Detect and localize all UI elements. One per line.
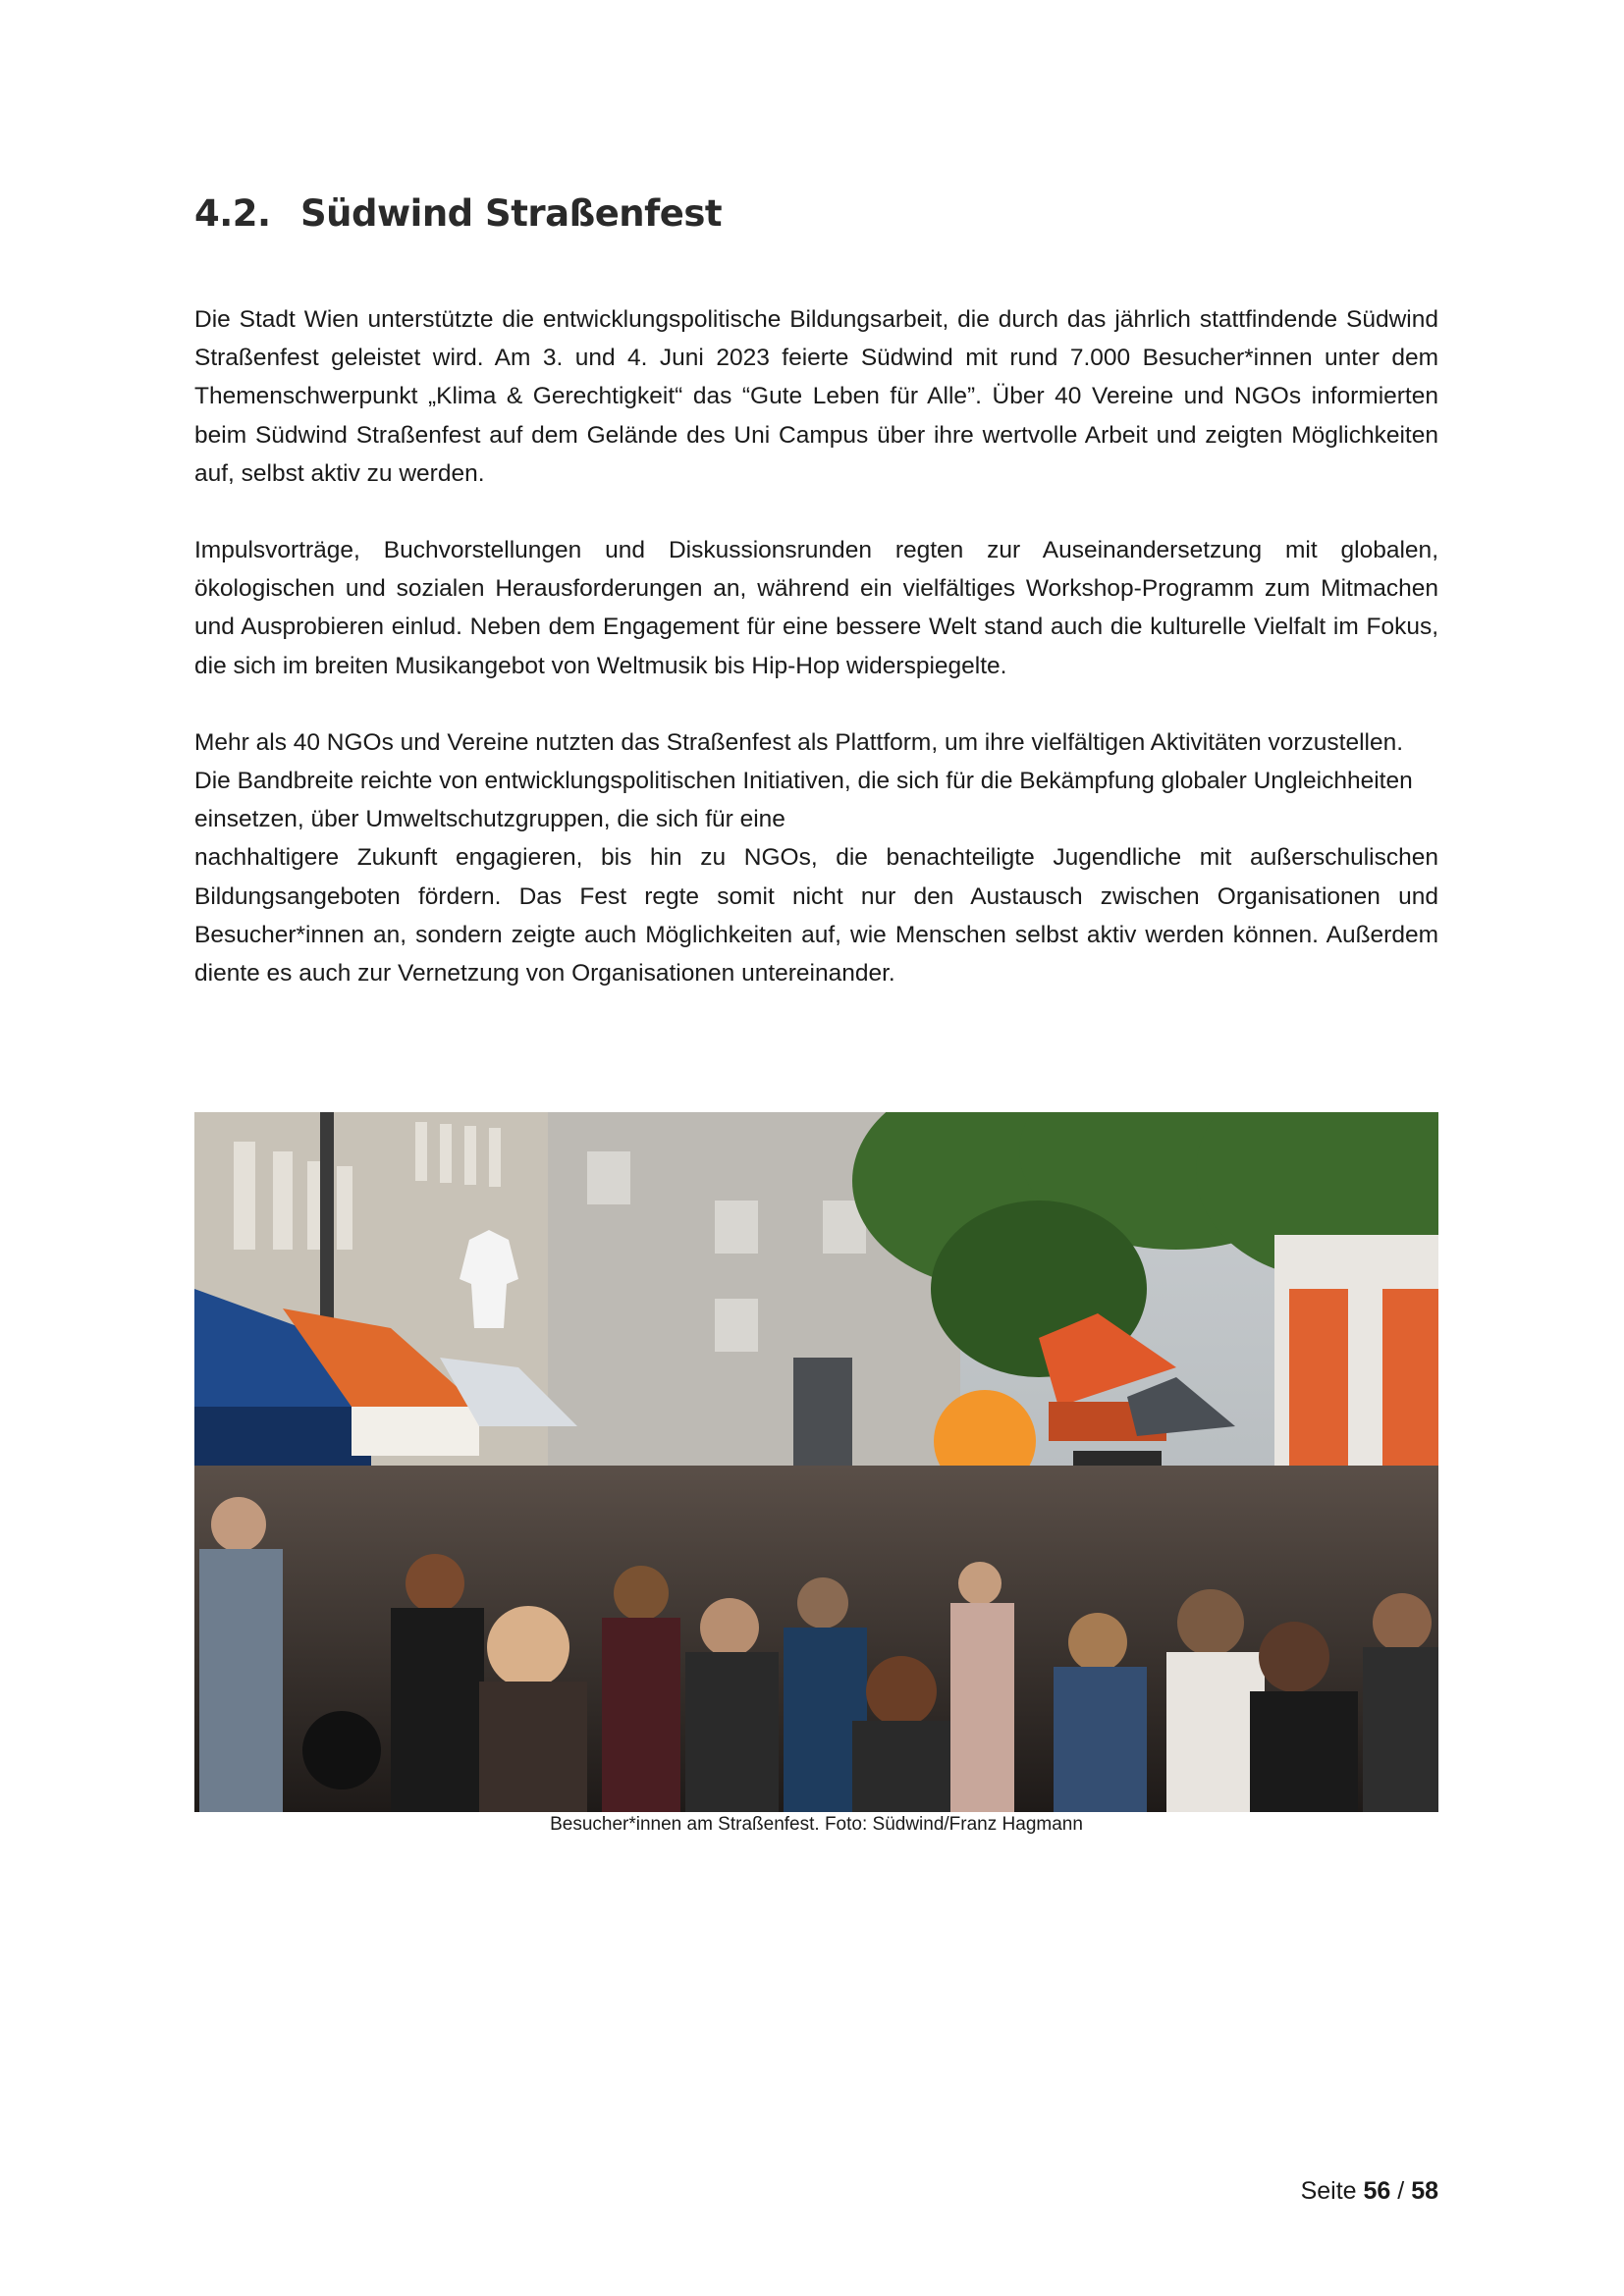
paragraph-2: Impulsvorträge, Buchvorstellungen und Diskussionsrunden regten zur Auseinandersetzung mit globalen, ökologischen und sozialen Herausforderungen an, während ein vielfältiges Workshop-Programm zum Mitmachen und Ausprobieren einlud. Neben dem Engagement für eine bessere Welt stand auch die kulturelle Vielfalt im Fokus, die sich im breiten Musikangebot von Weltmusik bis Hip-Hop widerspiegelte. xyxy=(194,537,1438,679)
page-separator: / xyxy=(1390,2177,1412,2205)
page-prefix: Seite xyxy=(1300,2177,1364,2205)
photo-caption: Besucher*innen am Straßenfest. Foto: Südwind/Franz Hagmann xyxy=(550,1814,1083,1835)
paragraph-1: Die Stadt Wien unterstützte die entwicklungspolitische Bildungsarbeit, die durch das jährlich stattfindende Südwind Straßenfest geleistet wird. Am 3. und 4. Juni 2023 feierte Südwind mit rund 7.000 Besucher*innen unter dem Themenschwerpunkt „Klima & Gerechtigkeit“ das “Gute Leben für Alle”. Über 40 Vereine und NGOs informierten beim Südwind Straßenfest auf dem Gelände des Uni Campus über ihre wertvolle Arbeit und zeigten Möglichkeiten auf, selbst aktiv zu werden. xyxy=(194,306,1438,487)
festival-photo-illustration xyxy=(194,1112,1438,1812)
body-text xyxy=(194,300,1438,992)
section-number: 4.2. xyxy=(194,192,271,235)
paragraph-3-part-2: nachhaltigere Zukunft engagieren, bis hin zu NGOs, die benachteiligte Jugendliche mit außerschulischen Bildungsangeboten fördern. Das Fest regte somit nicht nur den Austausch zwischen Organisationen und Besucher*innen an, sondern zeigte auch Möglichkeiten auf, wie Menschen selbst aktiv werden können. Außerdem diente es auch zur Vernetzung von Organisationen untereinander. xyxy=(194,844,1438,988)
page-number xyxy=(1301,2177,1438,2206)
festival-photo xyxy=(194,1112,1438,1812)
paragraph-3-part-1: Mehr als 40 NGOs und Vereine nutzten das Straßenfest als Plattform, um ihre vielfältigen Aktivitäten vorzustellen. Die Bandbreite reichte von entwicklungspolitischen Initiativen, die sich für die Bekämpfung globaler Ungleichheiten einsetzen, über Umweltschutzgruppen, die sich für eine xyxy=(194,728,1413,833)
page-total: 58 xyxy=(1411,2177,1438,2205)
paragraph-3 xyxy=(194,723,1438,992)
section-title: Südwind Straßenfest xyxy=(300,192,723,235)
section-heading xyxy=(194,192,722,235)
page-current: 56 xyxy=(1363,2177,1391,2205)
